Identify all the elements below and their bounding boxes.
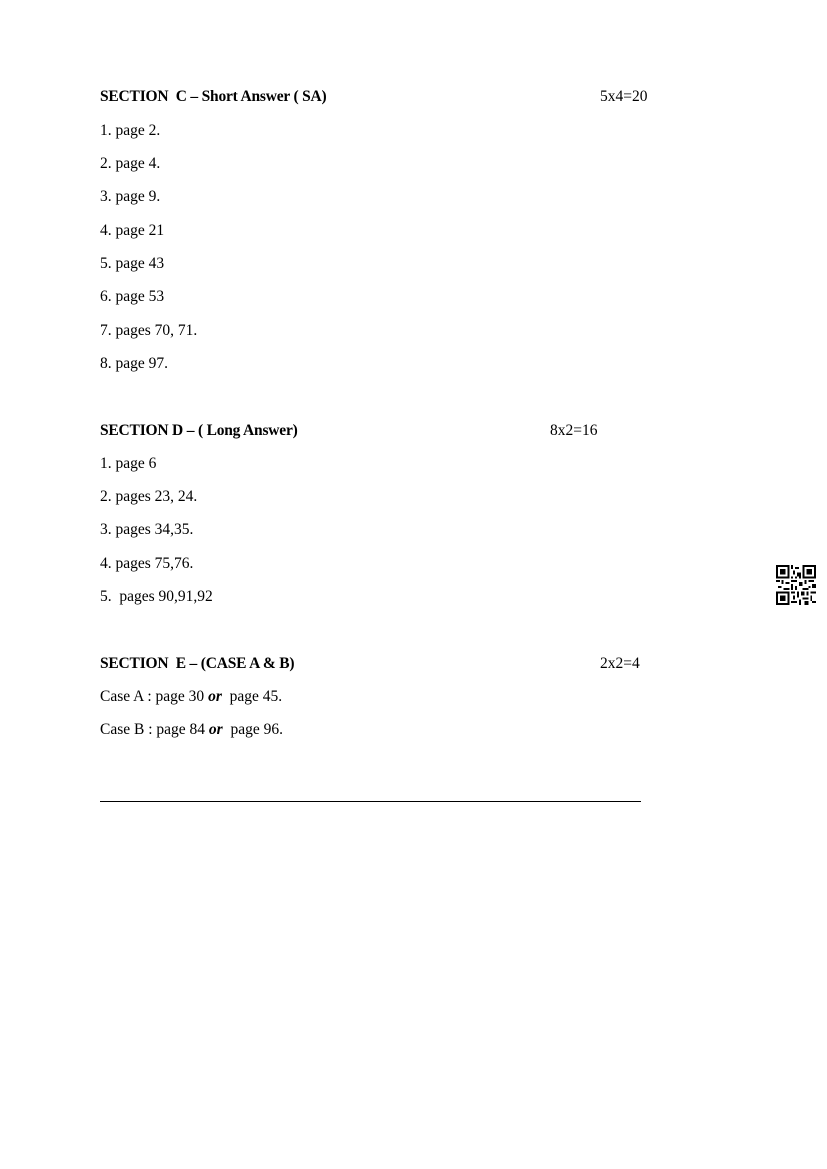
case-a-prefix: Case A : page 30 (100, 688, 209, 705)
case-b-suffix: page 96. (222, 721, 283, 738)
section-c-title: SECTION C – Short Answer ( SA) (100, 88, 327, 105)
section-c-item: 4. page 21 (100, 222, 165, 239)
case-a-suffix: page 45. (221, 688, 283, 705)
section-c-item: 5. page 43 (100, 255, 165, 272)
section-c-item: 7. pages 70, 71. (100, 322, 198, 339)
section-c-item: 8. page 97. (100, 355, 169, 372)
section-c-marks: 5x4=20 (600, 88, 648, 105)
section-c-item: 3. page 9. (100, 188, 161, 205)
section-d-item: 4. pages 75,76. (100, 555, 194, 572)
qr-code-icon (776, 565, 816, 605)
section-c-item: 2. page 4. (100, 155, 161, 172)
section-c-item: 6. page 53 (100, 288, 165, 305)
section-d-item: 3. pages 34,35. (100, 521, 194, 538)
section-d-title: SECTION D – ( Long Answer) (100, 422, 298, 439)
section-c-item: 1. page 2. (100, 122, 161, 139)
section-e-marks: 2x2=4 (600, 655, 640, 672)
section-d-marks: 8x2=16 (550, 422, 598, 439)
case-b-or: or (208, 721, 223, 738)
section-d-item: 5. pages 90,91,92 (100, 588, 213, 605)
section-d-item: 1. page 6 (100, 455, 157, 472)
case-b-line (100, 721, 283, 739)
section-d-item: 2. pages 23, 24. (100, 488, 198, 505)
case-a-line (100, 688, 282, 706)
end-divider (100, 801, 641, 802)
case-a-or: or (208, 688, 222, 705)
section-e-title: SECTION E – (CASE A & B) (100, 655, 295, 672)
case-b-prefix: Case B : page 84 (100, 721, 209, 738)
